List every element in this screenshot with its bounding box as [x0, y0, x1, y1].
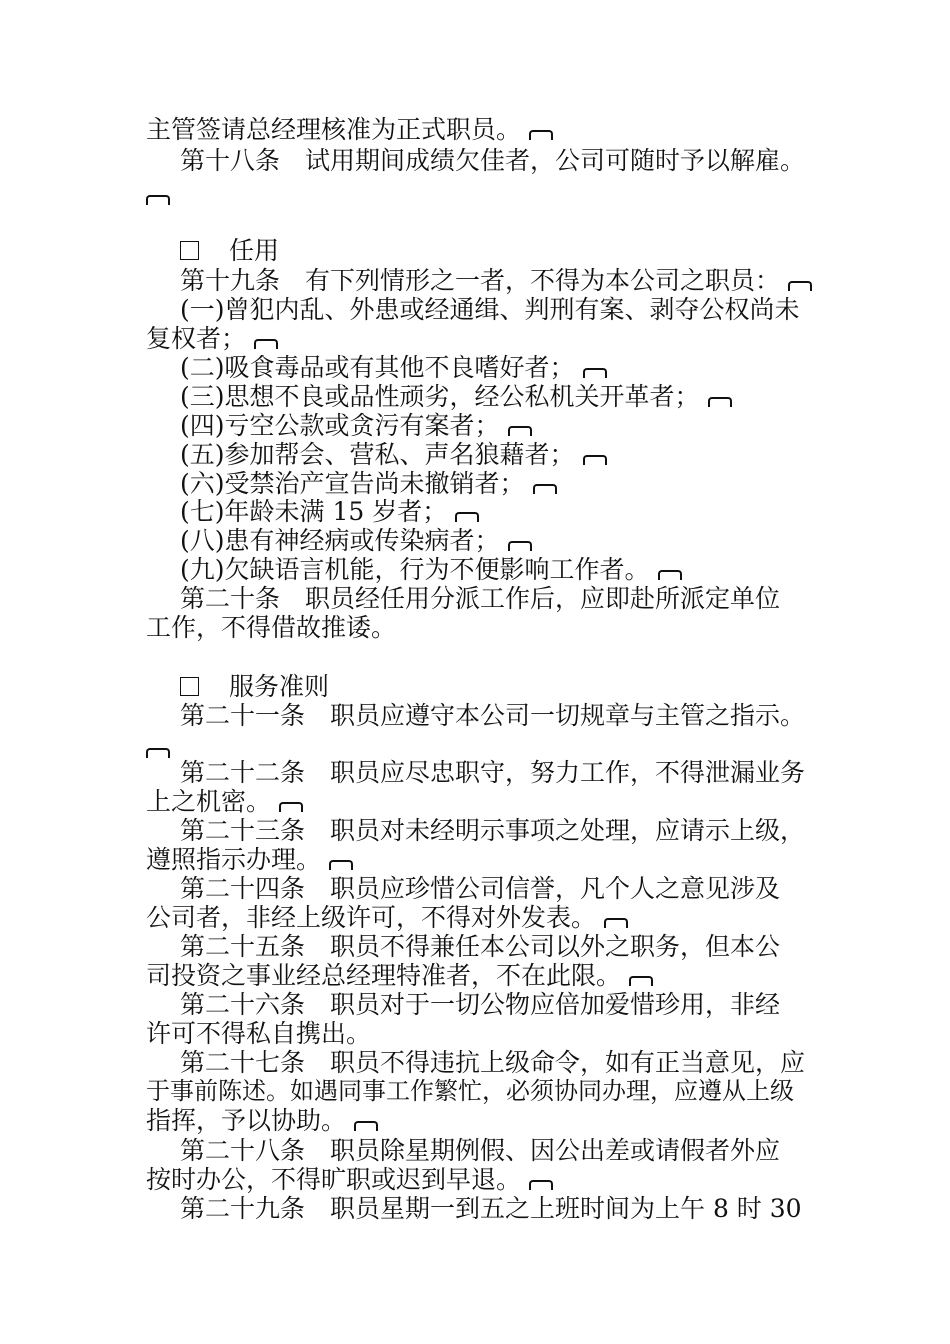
checkbox-square-icon	[180, 677, 199, 696]
list-item: (一)曾犯内乱、外患或经通缉、判刑有案、剥夺公权尚未	[180, 295, 800, 324]
article-24: 第二十四条 职员应珍惜公司信誉，凡个人之意见涉及	[180, 874, 781, 903]
article-19: 第十九条 有下列情形之一者，不得为本公司之职员：	[180, 266, 812, 295]
paragraph-mark-icon	[146, 195, 170, 205]
paragraph-mark-icon	[529, 1180, 553, 1190]
text-line: 司投资之事业经总经理特准者，不在此限。	[146, 961, 653, 990]
list-item: (五)参加帮会、营私、声名狼藉者；	[180, 440, 607, 469]
paragraph-mark-icon	[254, 339, 278, 349]
article-20: 第二十条 职员经任用分派工作后，应即赴所派定单位	[180, 584, 781, 613]
paragraph-mark-icon	[146, 748, 170, 758]
list-item: (九)欠缺语言机能，行为不便影响工作者。	[180, 555, 682, 584]
article-25: 第二十五条 职员不得兼任本公司以外之职务，但本公	[180, 932, 781, 961]
text-line	[146, 733, 170, 762]
list-item: (七)年龄未满 15 岁者；	[180, 497, 479, 526]
paragraph-mark-icon	[583, 455, 607, 465]
list-item: (八)患有神经病或传染病者；	[180, 526, 532, 555]
text-line: 指挥，予以协助。	[146, 1106, 378, 1135]
paragraph-mark-icon	[629, 976, 653, 986]
article-28: 第二十八条 职员除星期例假、因公出差或请假者外应	[180, 1136, 781, 1165]
paragraph-mark-icon	[508, 426, 532, 436]
list-item: (二)吸食毒品或有其他不良嗜好者；	[180, 353, 607, 382]
paragraph-mark-icon	[329, 860, 353, 870]
paragraph-mark-icon	[658, 570, 682, 580]
text-line: 于事前陈述。如遇同事工作繁忙，必须协同办理，应遵从上级	[146, 1077, 794, 1105]
text-line: 工作，不得借故推诿。	[146, 613, 397, 642]
text-line: 复权者；	[146, 324, 278, 353]
paragraph-mark-icon	[533, 484, 557, 494]
section-heading-service-rules: 服务准则	[180, 672, 329, 701]
article-22: 第二十二条 职员应尽忠职守，努力工作，不得泄漏业务	[180, 758, 806, 787]
paragraph-mark-icon	[604, 918, 628, 928]
section-heading-appointment: 任用	[180, 236, 279, 265]
list-item: (四)亏空公款或贪污有案者；	[180, 411, 532, 440]
text-line	[146, 180, 170, 209]
article-27: 第二十七条 职员不得违抗上级命令，如有正当意见，应	[180, 1048, 806, 1077]
list-item: (三)思想不良或品性顽劣，经公私机关开革者；	[180, 382, 732, 411]
paragraph-mark-icon	[455, 512, 479, 522]
paragraph-mark-icon	[583, 368, 607, 378]
article-29: 第二十九条 职员星期一到五之上班时间为上午 8 时 30	[180, 1194, 802, 1223]
text-line: 遵照指示办理。	[146, 845, 353, 874]
text-line: 公司者，非经上级许可，不得对外发表。	[146, 903, 628, 932]
paragraph-mark-icon	[279, 802, 303, 812]
article-21: 第二十一条 职员应遵守本公司一切规章与主管之指示。	[180, 701, 806, 730]
paragraph-mark-icon	[529, 130, 553, 140]
list-item: (六)受禁治产宣告尚未撤销者；	[180, 469, 557, 498]
paragraph-mark-icon	[354, 1121, 378, 1131]
text-line: 主管签请总经理核准为正式职员。	[146, 115, 553, 144]
checkbox-square-icon	[180, 241, 199, 260]
text-line: 按时办公，不得旷职或迟到早退。	[146, 1165, 553, 1194]
paragraph-mark-icon	[788, 281, 812, 291]
text-line: 上之机密。	[146, 787, 303, 816]
paragraph-mark-icon	[508, 541, 532, 551]
article-23: 第二十三条 职员对未经明示事项之处理，应请示上级，	[180, 816, 806, 845]
article-26: 第二十六条 职员对于一切公物应倍加爱惜珍用，非经	[180, 990, 781, 1019]
paragraph-mark-icon	[708, 397, 732, 407]
article-18: 第十八条 试用期间成绩欠佳者，公司可随时予以解雇。	[180, 146, 806, 175]
text-line: 许可不得私自携出。	[146, 1019, 372, 1048]
